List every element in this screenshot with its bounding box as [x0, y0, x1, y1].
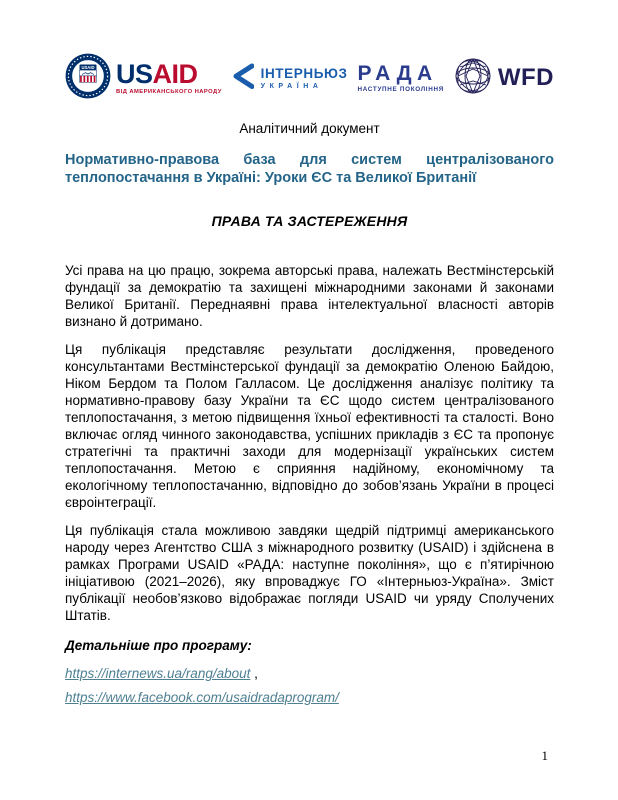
usaid-wordmark-text: USAID: [116, 58, 198, 89]
internews-name: ІНТЕРНЬЮЗ: [260, 65, 348, 81]
doc-title: Нормативно-правова база для систем централізованого теплопостачання в Україні: Уроки ЄС та Великої Британії: [65, 152, 554, 186]
link-line-internews: [65, 666, 554, 681]
paragraph-research: Ця публікація представляє результати дослідження, проведеного консультантами Вестмінстерської фундації за демократію Оленою Байдою, Ніком Бердом та Полом Галласом. Це дослідження аналізує політику та нормативно-правову базу України та ЄС щодо систем централізованого теплопостачання, з метою підвищення їхньої ефективності та сталості. Воно включає огляд чинного законодавства, успішних прикладів з ЄС та пропонує стратегічні та практичні заходи для модернізації українських систем теплопостачання. Метою є сприяння надійному, економічному та екологічному теплопостачанню, відповідно до зобов’язань України в процесі євроінтеграції.: [65, 342, 554, 510]
rada-name: РАДА: [357, 61, 438, 85]
internews-subname: УКРАЇНА: [260, 82, 323, 90]
wfd-logo: [454, 57, 554, 100]
wfd-globe-icon: [454, 57, 492, 100]
partner-logo-row: [65, 52, 554, 104]
internews-chevron-icon: [232, 63, 254, 94]
page-content: [65, 52, 554, 714]
more-info-label: Детальніше про програму:: [65, 638, 252, 653]
paragraph-copyright: Усі права на цю працю, зокрема авторські права, належать Вестмінстерській фундації за демократію та захищені міжнародними законами й законами Великої Британії. Переднаявні права інтелектуальної власності авторів визнано й дотримано.: [65, 263, 554, 329]
paragraph-usaid-support: Ця публікація стала можливою завдяки щедрій підтримці американського народу через Агентство США з міжнародного розвитку (USAID) і здійснена в рамках Програми USAID «РАДА: наступне покоління», що є п’ятирічною ініціативою (2021–2026), яку впроваджує ГО «Інтерньюз-Україна». Зміст публікації необов’язково відображає погляди USAID чи уряду Сполучених Штатів.: [65, 523, 554, 623]
internews-ukraine-logo: [232, 63, 348, 94]
wfd-name: WFD: [497, 64, 554, 91]
usaid-wordmark: [116, 58, 222, 96]
link-suffix: ,: [250, 666, 258, 681]
rada-tagline: НАСТУПНЕ ПОКОЛІННЯ: [357, 85, 444, 93]
page-number: 1: [541, 748, 548, 763]
internews-wordmark: [261, 67, 348, 90]
doc-type-label: Аналітичний документ: [239, 121, 380, 136]
facebook-program-link[interactable]: https://www.facebook.com/usaidradaprogram/: [65, 690, 339, 705]
svg-text:USAID: USAID: [81, 64, 95, 70]
internews-program-link[interactable]: https://internews.ua/rang/about: [65, 666, 251, 681]
link-line-facebook: [65, 690, 554, 705]
usaid-tagline: ВІД АМЕРИКАНСЬКОГО НАРОДУ: [116, 88, 222, 95]
usaid-seal-icon: [65, 53, 111, 104]
section-heading-rights: ПРАВА ТА ЗАСТЕРЕЖЕННЯ: [211, 213, 408, 229]
usaid-logo: [65, 53, 222, 104]
rada-logo: [357, 63, 444, 93]
